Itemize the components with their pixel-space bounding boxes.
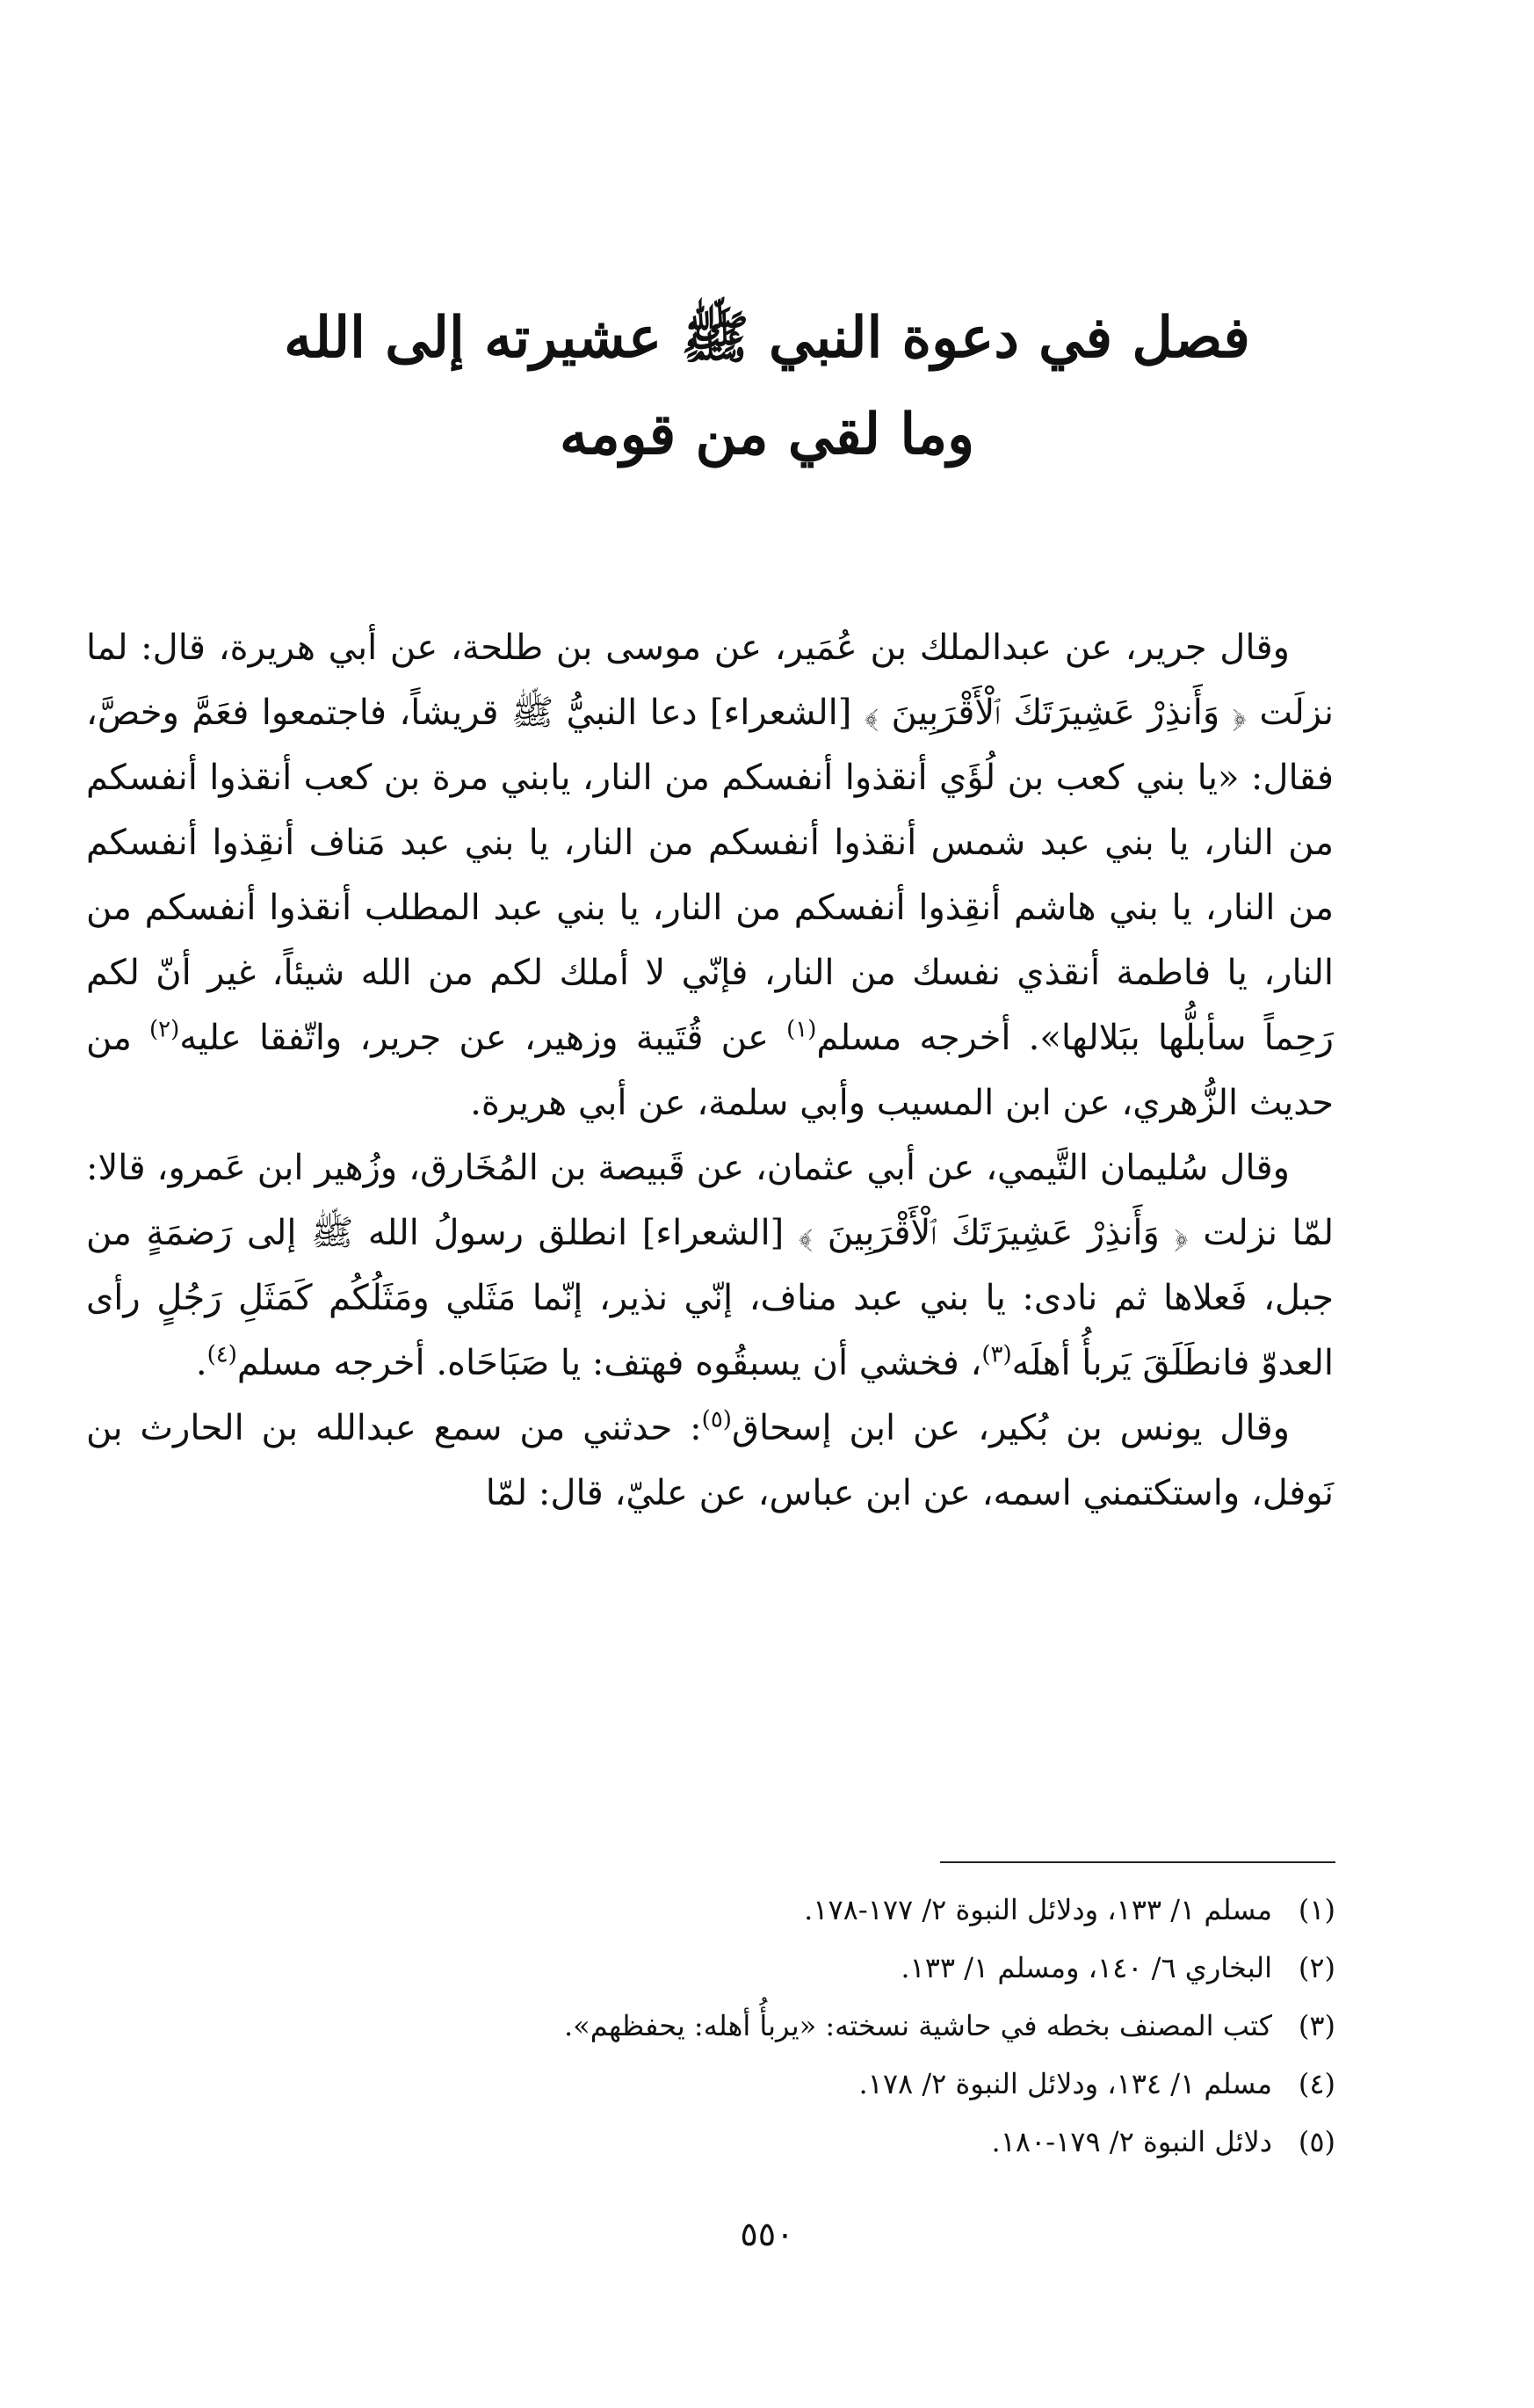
paragraph-3-text-b: : حدثني من سمع عبدالله بن الحارث بن نَوفل، واستكتمني اسمه، عن ابن عباس، عن عليّ، قال: لمّا: [86, 1408, 1334, 1513]
chapter-title: [88, 290, 1446, 483]
footnote-number: (٤): [1298, 2067, 1335, 2100]
footnote-text: كتب المصنف بخطه في حاشية نسخته: «يربأُ أهله: يحفظهم».: [563, 2009, 1272, 2042]
paragraph-3: [86, 1396, 1334, 1526]
title-line-2: وما لقي من قومه: [560, 402, 974, 468]
footnote-3: [264, 1997, 1335, 2055]
page-number: ٥٥٠: [740, 2215, 794, 2253]
paragraph-1-text-c: من حديث الزُّهري، عن ابن المسيب وأبي سلمة، عن أبي هريرة.: [86, 1018, 1334, 1123]
footnote-separator: [940, 1861, 1335, 1863]
paragraph-1-text-a: وقال جرير، عن عبدالملك بن عُمَير، عن موسى بن طلحة، عن أبي هريرة، قال: لما نزلَت ﴿ وَأَنذِرْ عَشِيرَتَكَ ٱلْأَقْرَبِينَ ﴾ [الشعراء] دعا النبيُّ ﷺ قريشاً، فاجتمعوا فعَمَّ وخصَّ، فقال: «يا بني كعب بن لُؤَي أنقذوا أنفسكم من النار، يابني مرة بن كعب أنقذوا أنفسكم من النار، يا بني عبد شمس أنقذوا أنفسكم من النار، يا بني عبد مَناف أنقِذوا أنفسكم من النار، يا بني هاشم أنقِذوا أنفسكم من النار، يا بني عبد المطلب أنقذوا أنفسكم من النار، يا فاطمة أنقذي نفسك من النار، فإنّي لا أملك لكم من الله شيئاً، غير أنّ لكم رَحِماً سأبلُّها ببَلالها». أخرجه مسلم: [86, 627, 1335, 1058]
footnote-number: (١): [1298, 1893, 1335, 1926]
footnote-number: (٣): [1298, 2009, 1335, 2042]
paragraph-2: [86, 1135, 1334, 1396]
footnote-number: (٥): [1298, 2125, 1335, 2158]
footnote-ref-3: (٣): [981, 1341, 1012, 1368]
footnote-ref-2: (٢): [149, 1016, 180, 1043]
paragraph-1-text-b: عن قُتَيبة وزهير، عن جرير، واتّفقا عليه: [179, 1018, 787, 1058]
paragraph-2-text-b: ، فخشي أن يسبقُوه فهتف: يا صَبَاحَاه. أخرجه مسلم: [236, 1343, 982, 1383]
footnote-number: (٢): [1298, 1951, 1335, 1984]
footnote-ref-5: (٥): [701, 1406, 732, 1433]
footnotes: [264, 1881, 1335, 2171]
footnote-4: [264, 2055, 1335, 2113]
main-text: [86, 615, 1334, 1526]
footnote-5: [264, 2113, 1335, 2171]
paragraph-1: [86, 615, 1334, 1135]
footnote-2: [264, 1939, 1335, 1997]
title-line-1: فصل في دعوة النبي ﷺ عشيرته إلى الله: [284, 305, 1250, 371]
footnote-text: دلائل النبوة ٢/ ١٧٩-١٨٠.: [991, 2125, 1272, 2158]
footnote-text: البخاري ٦/ ١٤٠، ومسلم ١/ ١٣٣.: [901, 1951, 1272, 1984]
paragraph-2-text-c: .: [195, 1343, 207, 1383]
footnote-ref-1: (١): [786, 1016, 817, 1043]
footnote-1: [264, 1881, 1335, 1939]
footnote-text: مسلم ١/ ١٣٤، ودلائل النبوة ٢/ ١٧٨.: [858, 2067, 1272, 2100]
footnote-ref-4: (٤): [206, 1341, 237, 1368]
footnote-text: مسلم ١/ ١٣٣، ودلائل النبوة ٢/ ١٧٧-١٧٨.: [804, 1893, 1272, 1926]
paragraph-2-text-a: وقال سُليمان التَّيمي، عن أبي عثمان، عن قَبيصة بن المُخَارق، وزُهير ابن عَمرو، قالا: لمّا نزلت ﴿ وَأَنذِرْ عَشِيرَتَكَ ٱلْأَقْرَبِينَ ﴾ [الشعراء] انطلق رسولُ الله ﷺ إلى رَضمَةٍ من جبل، فَعلاها ثم نادى: يا بني عبد مناف، إنّي نذير، إنّما مَثَلي ومَثَلُكُم كَمَثَلِ رَجُلٍ رأى العدوّ فانطَلَقَ يَربأُ أهلَه: [86, 1148, 1334, 1383]
paragraph-3-text-a: وقال يونس بن بُكير، عن ابن إسحاق: [731, 1408, 1290, 1448]
